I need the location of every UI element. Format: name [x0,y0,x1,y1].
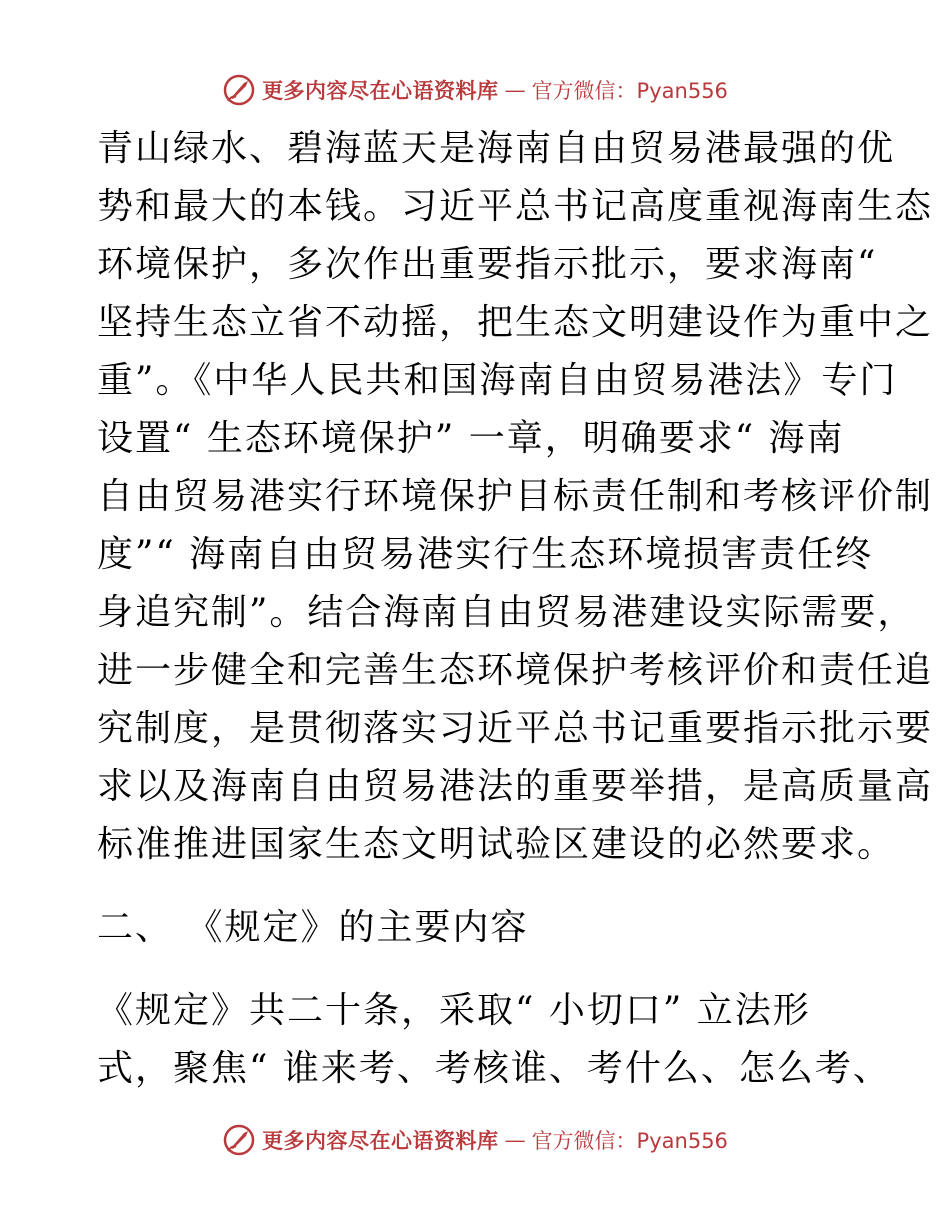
text-line: 青山绿水、碧海蓝天是海南自由贸易港最强的优 [97,128,896,169]
text-line: 环境保护，多次作出重要指示批示，要求海南“ [97,244,878,285]
text-line: 究制度，是贯彻落实习近平总书记重要指示批示要 [97,708,934,749]
quill-pen-icon [222,73,256,107]
quill-pen-icon [222,1123,256,1157]
text-line: 自由贸易港实行环境保护目标责任制和考核评价制 [97,476,934,517]
banner-text: 更多内容尽在心语资料库 [262,78,499,103]
text-line: 势和最大的本钱。习近平总书记高度重视海南生态 [97,186,934,227]
header-watermark-banner [0,70,950,110]
footer-watermark-banner [0,1120,950,1160]
text-line: 设置“ 生态环境保护” 一章，明确要求“ 海南 [97,418,845,459]
banner-separator: — [504,78,526,102]
paragraph-1 [97,120,934,874]
document-body [97,120,934,1098]
text-line: 标准推进国家生态文明试验区建设的必然要求。 [97,824,896,865]
text-line: 进一步健全和完善生态环境保护考核评价和责任追 [97,650,934,691]
section-heading: 二、 《规定》的主要内容 [97,907,529,948]
text-line: 《规定》共二十条，采取“ 小切口” 立法形 [97,990,811,1031]
text-line: 式，聚焦“ 谁来考、考核谁、考什么、怎么考、 [97,1048,891,1089]
banner-wechat: 官方微信：Pyan556 [531,1129,728,1153]
text-line: 身追究制”。结合海南自由贸易港建设实际需要， [97,592,916,633]
paragraph-2 [97,982,891,1098]
text-line: 度”“ 海南自由贸易港实行生态环境损害责任终 [97,534,874,575]
text-line: 求以及海南自由贸易港法的重要举措，是高质量高 [97,766,934,807]
text-line: 坚持生态立省不动摇，把生态文明建设作为重中之 [97,302,934,343]
text-line: 重”。《中华人民共和国海南自由贸易港法》专门 [97,360,898,401]
banner-wechat: 官方微信：Pyan556 [531,79,728,103]
banner-separator: — [504,1128,526,1152]
banner-text: 更多内容尽在心语资料库 [262,1128,499,1153]
